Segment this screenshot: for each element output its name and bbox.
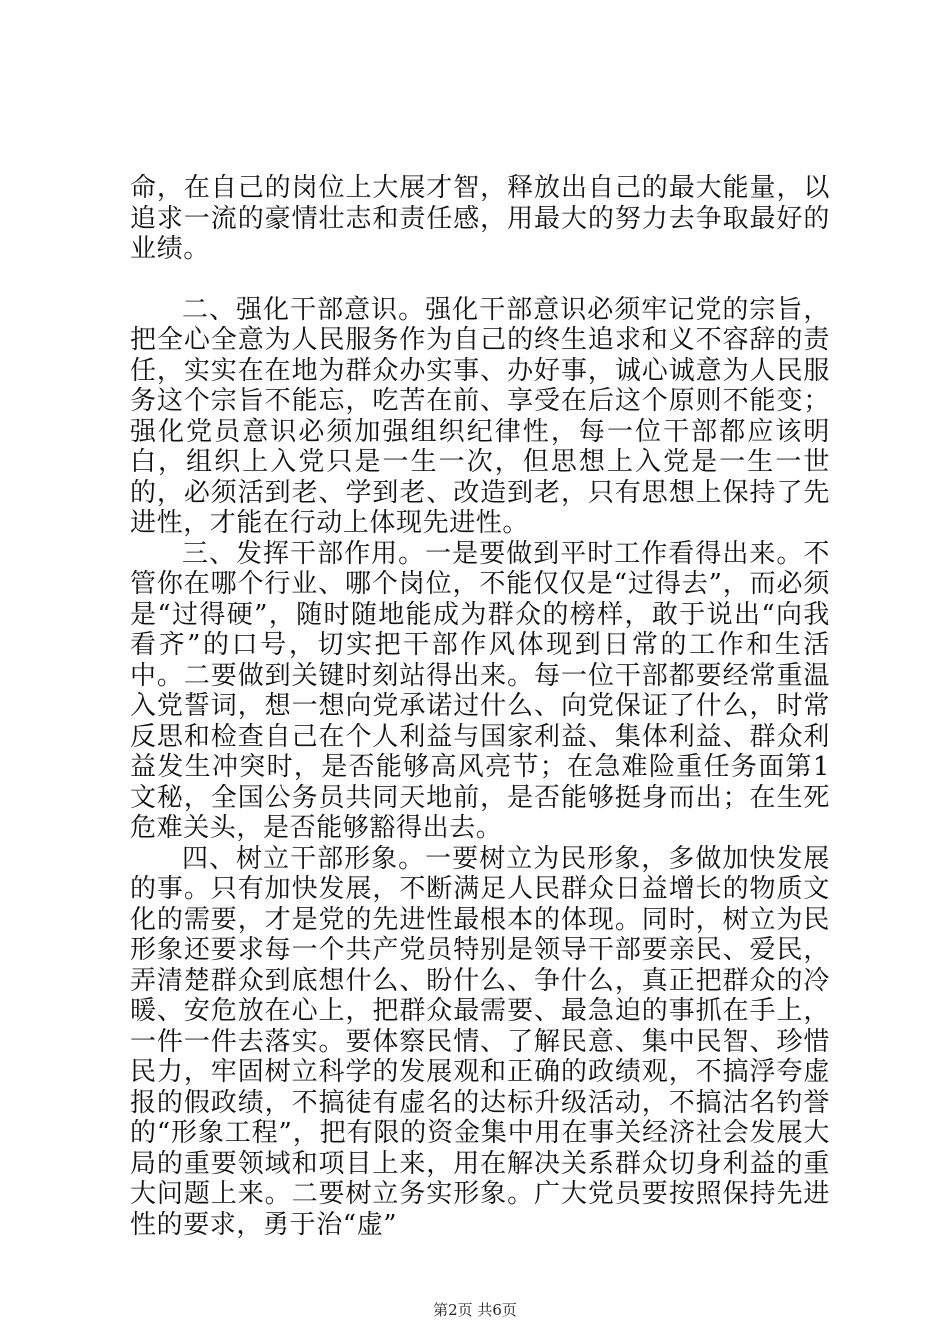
paragraph-cadre-awareness: 二、强化干部意识。强化干部意识必须牢记党的宗旨，把全心全意为人民服务作为自己的终生追求和义不容辞的责任，实实在在地为群众办实事、办好事，诚心诚意为人民服务这个宗旨不能忘，吃苦在前、享受在后这个原则不能变；强化党员意识必须加强组织纪律性，每一位干部都应该明白，组织上入党只是一生一次，但思想上入党是一生一世的，必须活到老、学到老、改造到老，只有思想上保持了先进性，才能在行动上体现先进性。 <box>130 294 830 538</box>
paragraph-cadre-role: 三、发挥干部作用。一是要做到平时工作看得出来。不管你在哪个行业、哪个岗位，不能仅仅是“过得去”，而必须是“过得硬”，随时随地能成为群众的榜样，敢于说出“向我看齐”的口号，切实把干部作风体现到日常的工作和生活中。二要做到关键时刻站得出来。每一位干部都要经常重温入党誓词，想一想向党承诺过什么、向党保证了什么，时常反思和检查自己在个人利益与国家利益、集体利益、群众利益发生冲突时，是否能够高风亮节；在急难险重任务面第1文秘，全国公务员共同天地前，是否能够挺身而出；在生死危难关头，是否能够豁得出去。 <box>130 538 830 843</box>
paragraph-cadre-image: 四、树立干部形象。一要树立为民形象，多做加快发展的事。只有加快发展，不断满足人民群众日益增长的物质文化的需要，才是党的先进性最根本的体现。同时，树立为民形象还要求每一个共产党员特别是领导干部要亲民、爱民，弄清楚群众到底想什么、盼什么、争什么，真正把群众的冷暖、安危放在心上，把群众最需要、最急迫的事抓在手上，一件一件去落实。要体察民情、了解民意、集中民智、珍惜民力，牢固树立科学的发展观和正确的政绩观，不搞浮夸虚报的假政绩，不搞徒有虚名的达标升级活动，不搞沽名钓誉的“形象工程”，把有限的资金集中用在事关经济社会发展大局的重要领域和项目上来，用在解决关系群众切身利益的重大问题上来。二要树立务实形象。广大党员要按照保持先进性的要求，勇于治“虚” <box>130 843 830 1240</box>
page-footer: 第2页 共6页 <box>433 1301 517 1319</box>
document-body <box>130 173 830 1240</box>
paragraph-continued: 命，在自己的岗位上大展才智，释放出自己的最大能量，以追求一流的豪情壮志和责任感，用最大的努力去争取最好的业绩。 <box>130 173 830 264</box>
